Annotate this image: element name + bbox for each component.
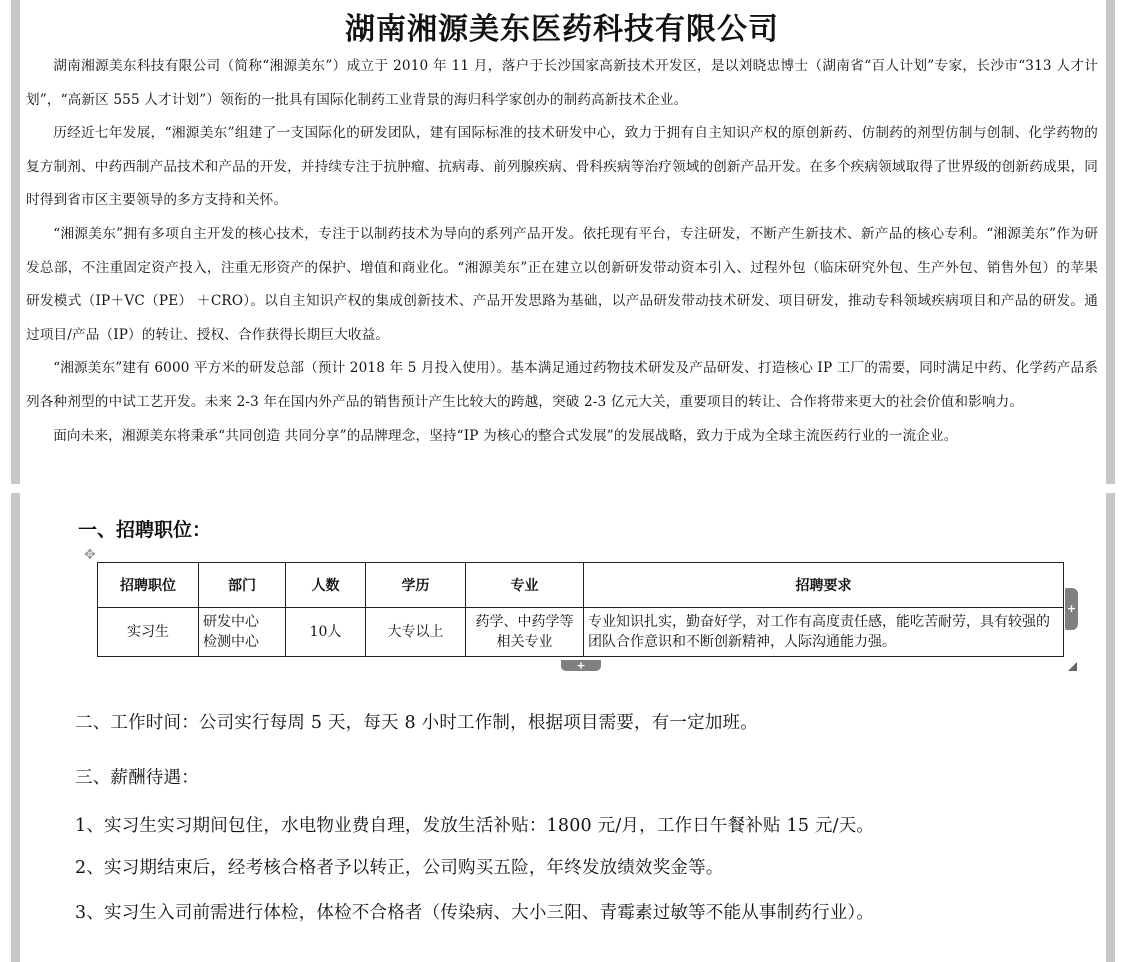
- resize-corner-icon[interactable]: [1068, 662, 1077, 671]
- header-cell-requirement: 招聘要求: [584, 563, 1064, 608]
- intro-paragraph-3: “湘源美东”拥有多项自主开发的核心技术，专注于以制药技术为导向的系列产品开发。依托现有平台，专注研发，不断产生新技术、新产品的核心专利。“湘源美东”作为研发总部，不注重固定资产投入，注重无形资产的保护、增值和商业化。“湘源美东”正在建立以创新研发带动资本引入、过程外包（临床研究外包、生产外包、销售外包）的苹果研发模式（IP＋VC（PE） ＋CRO）。以自主知识产权的集成创新技术、产品开发思路为基础，以产品研发带动技术研发、项目研发，推动专科领域疾病项目和产品的研发。通过项目/产品（IP）的转让、授权、合作获得长期巨大收益。: [26, 225, 1098, 343]
- table-header-row: [98, 563, 1064, 608]
- dept-line-2: 检测中心: [203, 634, 259, 650]
- page-left-edge: [11, 0, 20, 484]
- cell-count[interactable]: 10人: [286, 608, 366, 657]
- job-table: [97, 562, 1064, 657]
- salary-item-1: 1、实习生实习期间包住，水电物业费自理，发放生活补贴：1800 元/月，工作日午餐补贴 15 元/天。: [75, 816, 875, 836]
- page-right-edge-2: [1106, 493, 1115, 962]
- major-line-1: 药学、中药学等: [475, 614, 574, 630]
- company-intro-section: [20, 0, 1104, 484]
- page-title: 湖南湘源美东医药科技有限公司: [345, 12, 779, 47]
- header-cell-major: 专业: [466, 563, 584, 608]
- section-heading-positions: 一、招聘职位：: [78, 519, 212, 541]
- cell-dept[interactable]: [199, 608, 286, 657]
- intro-paragraph-2: 历经近七年发展，“湘源美东”组建了一支国际化的研发团队，建有国际标准的技术研发中心，致力于拥有自主知识产权的原创新药、仿制药的剂型仿制与创制、化学药物的复方制剂、中药西制产品技术和产品的开发，并持续专注于抗肿瘤、抗病毒、前列腺疾病、骨科疾病等治疗领域的创新产品开发。在多个疾病领域取得了世界级的创新药成果，同时得到省市区主要领导的多方支持和关怀。: [26, 125, 1099, 209]
- add-column-icon[interactable]: +: [1065, 588, 1078, 630]
- salary-item-2: 2、实习期结束后，经考核合格者予以转正，公司购买五险，年终发放绩效奖金等。: [75, 858, 724, 878]
- cell-requirement[interactable]: 专业知识扎实，勤奋好学，对工作有高度责任感，能吃苦耐劳，具有较强的团队合作意识和不断创新精神，人际沟通能力强。: [584, 608, 1064, 657]
- salary-heading: 三、薪酬待遇：: [75, 768, 199, 788]
- salary-item-3: 3、实习生入司前需进行体检，体检不合格者（传染病、大小三阳、青霉素过敏等不能从事制药行业）。: [75, 903, 875, 923]
- page-gap: [0, 484, 1125, 493]
- add-row-icon[interactable]: +: [561, 660, 601, 671]
- recruitment-section: [20, 493, 1104, 962]
- dept-line-1: 研发中心: [203, 614, 259, 630]
- cell-major[interactable]: [466, 608, 584, 657]
- cell-position[interactable]: 实习生: [98, 608, 199, 657]
- header-cell-dept: 部门: [199, 563, 286, 608]
- page-right-edge: [1106, 0, 1115, 484]
- header-cell-count: 人数: [286, 563, 366, 608]
- intro-paragraph-4: “湘源美东”建有 6000 平方米的研发总部（预计 2018 年 5 月投入使用）。基本满足通过药物技术研发及产品研发、打造核心 IP 工厂的需要，同时满足中药、化学药产品系列各种剂型的中试工艺开发。未来 2-3 年在国内外产品的销售预计产生比较大的跨越，突破 2-3 亿元大关，重要项目的转让、合作将带来更大的社会价值和影响力。: [26, 360, 1098, 410]
- work-time-line: 二、工作时间：公司实行每周 5 天，每天 8 小时工作制，根据项目需要，有一定加班。: [75, 713, 758, 733]
- header-cell-position: 招聘职位: [98, 563, 199, 608]
- intro-paragraph-5: 面向未来，湘源美东将秉承“共同创造 共同分享”的品牌理念，坚持“IP 为核心的整合式发展”的发展战略，致力于成为全球主流医药行业的一流企业。: [53, 427, 958, 444]
- table-row: [98, 608, 1064, 657]
- cell-education[interactable]: 大专以上: [366, 608, 466, 657]
- header-cell-education: 学历: [366, 563, 466, 608]
- move-icon[interactable]: ✥: [84, 547, 96, 563]
- page-left-edge-2: [11, 493, 20, 962]
- major-line-2: 相关专业: [496, 634, 553, 650]
- intro-paragraph-1: 湖南湘源美东科技有限公司（简称“湘源美东”）成立于 2010 年 11 月，落户于长沙国家高新技术开发区，是以刘晓忠博士（湖南省“百人计划”专家，长沙市“313 人才计划”，“高新区 555 人才计划”）领衔的一批具有国际化制药工业背景的海归科学家创办的制药高新技术企业。: [26, 58, 1098, 108]
